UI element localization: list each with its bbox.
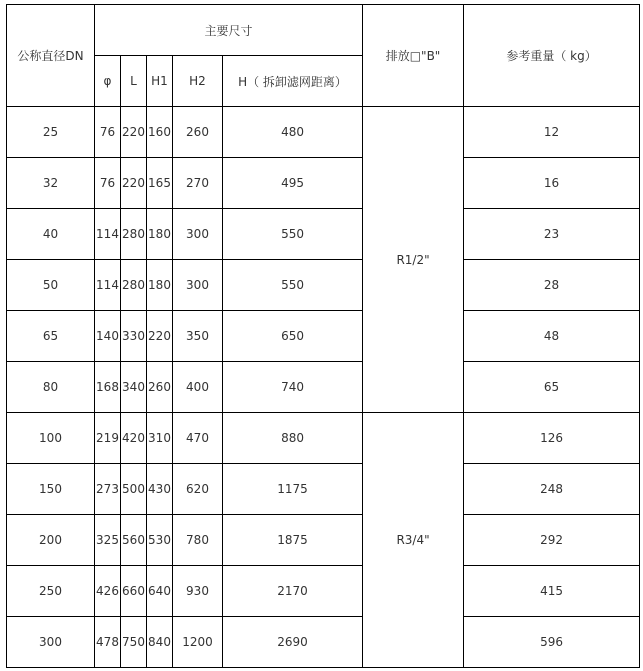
table-row <box>7 515 640 566</box>
cell-dn: 200 <box>7 515 95 566</box>
cell-h2: 350 <box>173 311 223 362</box>
cell-phi: 76 <box>95 158 121 209</box>
cell-weight: 65 <box>464 362 640 413</box>
cell-weight: 596 <box>464 617 640 668</box>
cell-l: 500 <box>121 464 147 515</box>
cell-dn: 150 <box>7 464 95 515</box>
cell-dn: 40 <box>7 209 95 260</box>
header-h2: H2 <box>173 56 223 107</box>
header-l: L <box>121 56 147 107</box>
cell-phi: 219 <box>95 413 121 464</box>
cell-h1: 220 <box>147 311 173 362</box>
cell-h: 1875 <box>223 515 363 566</box>
cell-dn: 65 <box>7 311 95 362</box>
spec-table <box>6 4 640 668</box>
cell-dn: 250 <box>7 566 95 617</box>
cell-weight: 16 <box>464 158 640 209</box>
cell-h1: 430 <box>147 464 173 515</box>
cell-phi: 168 <box>95 362 121 413</box>
cell-h2: 270 <box>173 158 223 209</box>
header-h1: H1 <box>147 56 173 107</box>
cell-l: 420 <box>121 413 147 464</box>
header-phi: φ <box>95 56 121 107</box>
header-weight: 参考重量（ kg） <box>464 5 640 107</box>
cell-phi: 325 <box>95 515 121 566</box>
cell-drain: R3/4" <box>363 413 464 668</box>
cell-phi: 76 <box>95 107 121 158</box>
cell-weight: 292 <box>464 515 640 566</box>
cell-weight: 126 <box>464 413 640 464</box>
header-main-dims: 主要尺寸 <box>95 5 363 56</box>
cell-h2: 300 <box>173 209 223 260</box>
cell-h1: 180 <box>147 209 173 260</box>
cell-h2: 260 <box>173 107 223 158</box>
cell-phi: 140 <box>95 311 121 362</box>
cell-weight: 23 <box>464 209 640 260</box>
table-row <box>7 107 640 158</box>
cell-h: 550 <box>223 209 363 260</box>
cell-phi: 273 <box>95 464 121 515</box>
cell-phi: 114 <box>95 209 121 260</box>
cell-h: 1175 <box>223 464 363 515</box>
cell-h2: 300 <box>173 260 223 311</box>
cell-weight: 48 <box>464 311 640 362</box>
cell-l: 340 <box>121 362 147 413</box>
cell-h1: 640 <box>147 566 173 617</box>
cell-h: 2690 <box>223 617 363 668</box>
cell-h: 495 <box>223 158 363 209</box>
table-row <box>7 362 640 413</box>
cell-weight: 248 <box>464 464 640 515</box>
cell-h1: 310 <box>147 413 173 464</box>
cell-h: 480 <box>223 107 363 158</box>
cell-dn: 50 <box>7 260 95 311</box>
cell-h2: 620 <box>173 464 223 515</box>
cell-weight: 12 <box>464 107 640 158</box>
table-row <box>7 464 640 515</box>
header-h: H（ 拆卸滤网距离） <box>223 56 363 107</box>
cell-drain: R1/2" <box>363 107 464 413</box>
cell-dn: 300 <box>7 617 95 668</box>
cell-weight: 28 <box>464 260 640 311</box>
table-row <box>7 617 640 668</box>
cell-h2: 470 <box>173 413 223 464</box>
cell-l: 660 <box>121 566 147 617</box>
cell-l: 330 <box>121 311 147 362</box>
cell-h: 880 <box>223 413 363 464</box>
cell-dn: 80 <box>7 362 95 413</box>
cell-h1: 260 <box>147 362 173 413</box>
cell-h: 2170 <box>223 566 363 617</box>
table-row <box>7 158 640 209</box>
cell-l: 560 <box>121 515 147 566</box>
table-row <box>7 566 640 617</box>
cell-dn: 32 <box>7 158 95 209</box>
header-row-1 <box>7 5 640 56</box>
cell-h: 550 <box>223 260 363 311</box>
cell-h1: 180 <box>147 260 173 311</box>
cell-l: 220 <box>121 158 147 209</box>
cell-l: 220 <box>121 107 147 158</box>
table-row <box>7 260 640 311</box>
cell-h1: 530 <box>147 515 173 566</box>
cell-h1: 840 <box>147 617 173 668</box>
cell-h: 740 <box>223 362 363 413</box>
cell-l: 280 <box>121 209 147 260</box>
cell-l: 280 <box>121 260 147 311</box>
cell-phi: 114 <box>95 260 121 311</box>
cell-h2: 1200 <box>173 617 223 668</box>
cell-h2: 400 <box>173 362 223 413</box>
cell-h2: 930 <box>173 566 223 617</box>
table-row <box>7 413 640 464</box>
cell-l: 750 <box>121 617 147 668</box>
cell-dn: 100 <box>7 413 95 464</box>
table-row <box>7 209 640 260</box>
table-row <box>7 311 640 362</box>
cell-phi: 426 <box>95 566 121 617</box>
cell-h1: 160 <box>147 107 173 158</box>
header-drain: 排放□"B" <box>363 5 464 107</box>
spec-table-body <box>7 5 640 668</box>
cell-weight: 415 <box>464 566 640 617</box>
cell-h2: 780 <box>173 515 223 566</box>
header-dn: 公称直径DN <box>7 5 95 107</box>
cell-phi: 478 <box>95 617 121 668</box>
cell-h: 650 <box>223 311 363 362</box>
cell-h1: 165 <box>147 158 173 209</box>
cell-dn: 25 <box>7 107 95 158</box>
